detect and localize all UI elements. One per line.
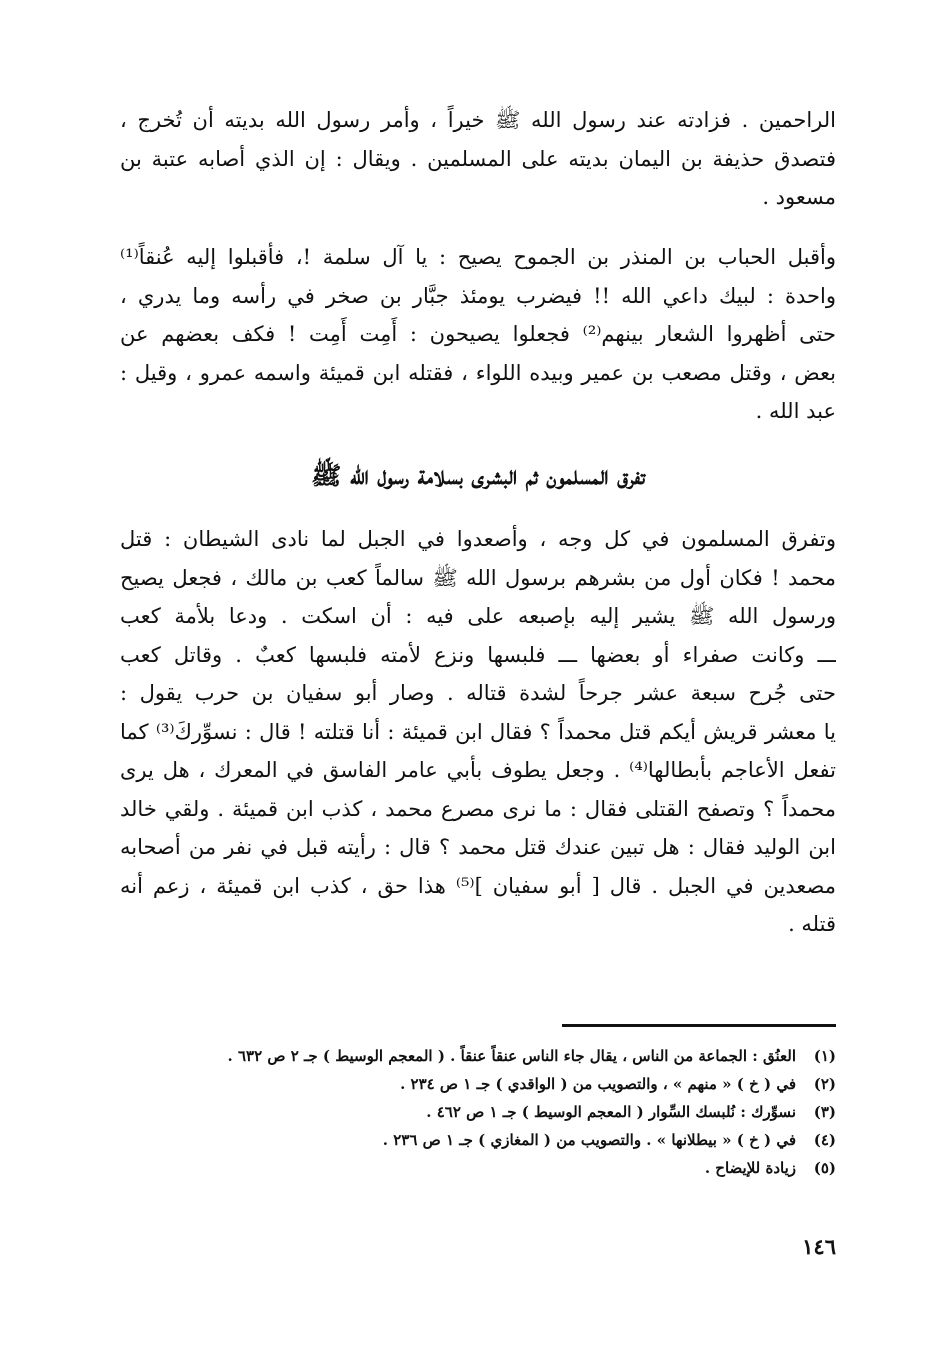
text-line: الراحمين . فزادته عند رسول الله ﷺ خيراً ، وأمر رسول الله بديته أن تُخرج ،: [120, 108, 836, 132]
footnote-text: العنُق : الجماعة من الناس ، يقال جاء الناس عنقاً عنقاً . ( المعجم الوسيط ) جـ ٢ ص ٦٣٢ .: [227, 1047, 796, 1065]
footnote-text: في ( خ ) « بيطلانها » . والتصويب من ( المغازي ) جـ ١ ص ٢٣٦ .: [382, 1131, 796, 1149]
footnotes: [120, 1042, 836, 1182]
text-line: ورسول الله ﷺ يشير إليه بإصبعه على فيه : أن اسكت . ودعا بلأمة كعب: [120, 604, 836, 628]
text-line: حتى جُرح سبعة عشر جرحاً لشدة قتاله . وصار أبو سفيان بن حرب يقول :: [120, 681, 836, 705]
text-line: بعض ، وقتل مصعب بن عمير وبيده اللواء ، فقتله ابن قميئة واسمه عمرو ، وقيل :: [120, 360, 836, 385]
footnote-number: (١): [813, 1047, 836, 1065]
footnote-number: (٤): [813, 1131, 836, 1149]
text-line: ـــ وكانت صفراء أو بعضها ـــ فلبسها ونزع لأمته فلبسها كعبٌ . وقاتل كعب: [120, 642, 836, 667]
section-heading: تفرق المسلمون ثم البشرى بسلامة رسول الله ﷺ: [311, 461, 645, 490]
footnote: [120, 1098, 836, 1126]
page-number: ١٤٦: [802, 1234, 836, 1259]
text-line: يا معشر قريش أيكم قتل محمداً ؟ فقال ابن قميئة : أنا قتلته ! قال : نسوِّركَ⁽³⁾ كما: [120, 719, 836, 744]
footnote-text: زيادة للإيضاح .: [704, 1159, 796, 1177]
text-line: ابن الوليد فقال : هل تبين عندك قتل محمد ؟ قال : رأيته قبل في نفر من أصحابه: [120, 835, 836, 859]
text-line: تفعل الأعاجم بأبطالها⁽⁴⁾ . وجعل يطوف بأبي عامر الفاسق في المعرك ، هل يرى: [120, 758, 836, 782]
footnote-number: (٥): [813, 1159, 836, 1177]
footnote: [120, 1126, 836, 1154]
text-line: مصعدين في الجبل . قال [ أبو سفيان ]⁽⁵⁾ هذا حق ، كذب ابن قميئة ، زعم أنه: [120, 873, 836, 898]
footnote-number: (٣): [813, 1103, 836, 1121]
text-line: محمد ! فكان أول من بشرهم برسول الله ﷺ سالماً كعب بن مالك ، فجعل يصيح: [120, 565, 836, 590]
paragraph-1: [120, 101, 836, 217]
paragraph-2: [120, 238, 836, 431]
footnote-text: نسوِّرك : نُلبسك السِّوار ( المعجم الوسيط ) جـ ١ ص ٤٦٢ .: [426, 1103, 796, 1121]
footnote-number: (٢): [813, 1075, 836, 1093]
text-line: مسعود .: [762, 185, 836, 209]
text-line: واحدة : لبيك داعي الله !! فيضرب يومئذ جبَّار بن صخر في رأسه وما يدري ،: [120, 283, 836, 308]
text-line: وأقبل الحباب بن المنذر بن الجموح يصيح : يا آل سلمة !، فأقبلوا إليه عُنقاً⁽¹⁾: [120, 245, 836, 269]
text-line: محمداً ؟ وتصفح القتلى فقال : ما نرى مصرع محمد ، كذب ابن قميئة . ولقي خالد: [120, 796, 836, 821]
footnote: [120, 1070, 836, 1098]
text-line: حتى أظهروا الشعار بينهم⁽²⁾ فجعلوا يصيحون : أَمِت أَمِت ! فكف بعضهم عن: [120, 322, 836, 346]
footnote-divider: [562, 1024, 836, 1027]
paragraph-3: [120, 520, 836, 944]
footnote: [120, 1042, 836, 1070]
footnote: [120, 1154, 836, 1182]
text-line: فتصدق حذيفة بن اليمان بديته على المسلمين . ويقال : إن الذي أصابه عتبة بن: [120, 146, 836, 171]
text-line: وتفرق المسلمون في كل وجه ، وأصعدوا في الجبل لما نادى الشيطان : قتل: [120, 527, 836, 551]
text-line: قتله .: [788, 912, 836, 936]
text-line: عبد الله .: [755, 399, 836, 423]
footnote-text: في ( خ ) « منهم » ، والتصويب من ( الواقدي ) جـ ١ ص ٢٣٤ .: [400, 1075, 796, 1093]
